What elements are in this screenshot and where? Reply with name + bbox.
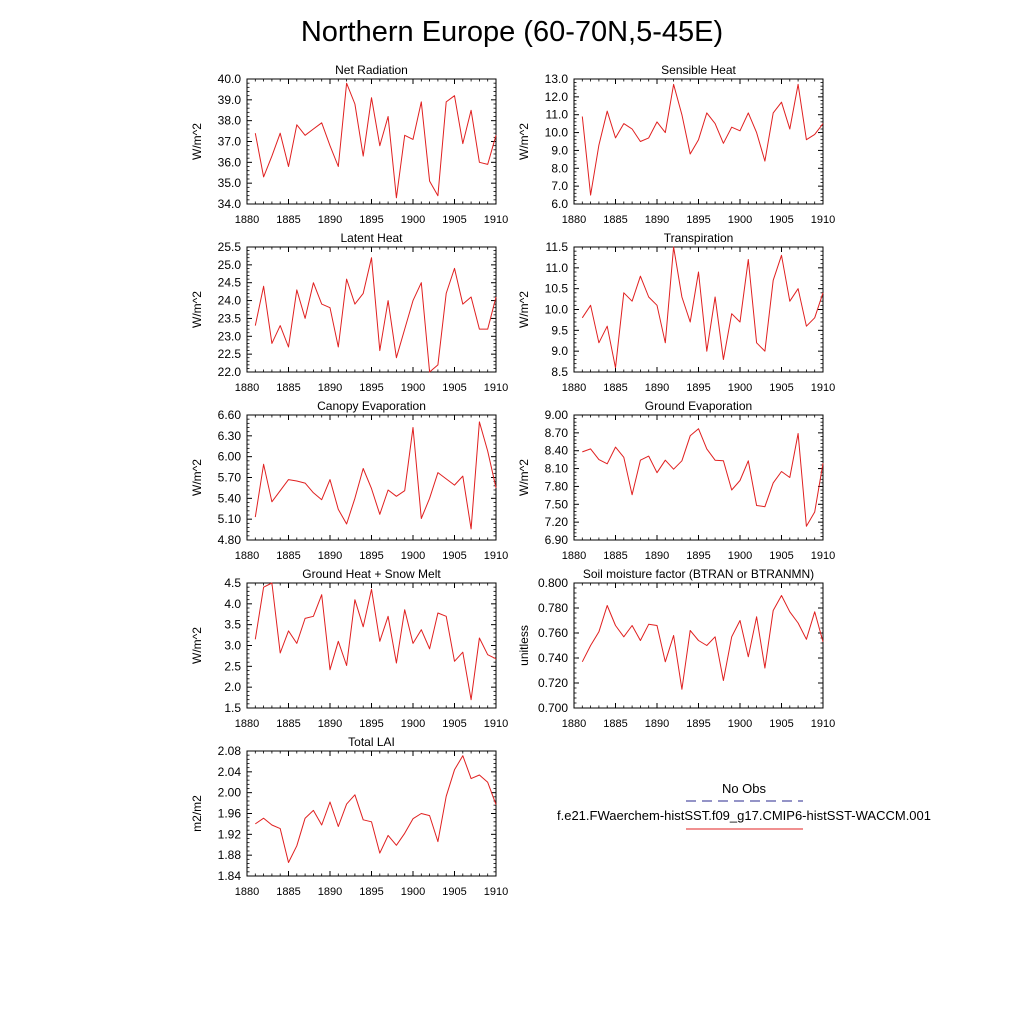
y-tick-label: 23.0 [217, 329, 241, 344]
x-tick-label: 1880 [561, 550, 587, 562]
y-tick-label: 40.0 [217, 72, 241, 86]
x-tick-label: 1885 [603, 214, 628, 226]
x-tick-label: 1890 [644, 214, 670, 226]
x-tick-label: 1905 [769, 214, 794, 226]
panel-title: Total LAI [348, 735, 395, 749]
y-tick-label: 1.84 [217, 869, 241, 883]
x-tick-label: 1880 [234, 718, 260, 730]
panel-title: Net Radiation [335, 63, 408, 77]
y-tick-label: 11.0 [545, 107, 568, 122]
y-tick-label: 3.0 [224, 638, 241, 653]
x-tick-label: 1910 [483, 550, 509, 562]
y-tick-label: 0.780 [537, 601, 568, 615]
panel-title: Soil moisture factor (BTRAN or BTRANMN) [582, 567, 815, 581]
x-tick-label: 1910 [810, 382, 836, 394]
y-tick-label: 6.0 [551, 197, 568, 211]
x-tick-label: 1900 [727, 214, 753, 226]
y-tick-label: 0.700 [537, 701, 568, 715]
x-tick-label: 1905 [769, 382, 794, 394]
y-tick-label: 9.0 [551, 143, 568, 158]
y-tick-label: 2.04 [217, 764, 241, 779]
y-tick-label: 11.5 [545, 240, 568, 254]
y-tick-label: 25.0 [217, 257, 241, 272]
x-tick-label: 1910 [810, 214, 836, 226]
x-tick-label: 1890 [317, 718, 343, 730]
panel-title: Latent Heat [340, 231, 403, 245]
x-tick-label: 1900 [727, 718, 753, 730]
y-axis-label: W/m^2 [190, 123, 204, 160]
x-tick-label: 1910 [483, 886, 509, 898]
y-tick-label: 1.5 [224, 701, 241, 715]
x-tick-label: 1900 [400, 214, 426, 226]
y-tick-label: 2.0 [224, 680, 241, 695]
x-tick-label: 1880 [234, 886, 260, 898]
y-tick-label: 12.0 [544, 89, 568, 104]
y-axis-label: W/m^2 [190, 627, 204, 664]
x-tick-label: 1910 [483, 214, 509, 226]
y-tick-label: 22.0 [217, 365, 241, 379]
x-tick-label: 1890 [317, 886, 343, 898]
x-tick-label: 1905 [442, 214, 467, 226]
x-tick-label: 1895 [686, 718, 711, 730]
y-tick-label: 25.5 [217, 240, 241, 254]
y-axis-label: W/m^2 [517, 459, 531, 496]
y-tick-label: 1.88 [217, 848, 241, 863]
y-tick-label: 39.0 [217, 92, 241, 107]
y-tick-label: 0.720 [537, 676, 568, 690]
y-tick-label: 2.08 [217, 744, 241, 758]
y-tick-label: 7.80 [544, 479, 568, 494]
x-tick-label: 1895 [359, 214, 384, 226]
x-tick-label: 1890 [644, 550, 670, 562]
x-tick-label: 1910 [810, 718, 836, 730]
y-tick-label: 0.800 [537, 576, 568, 590]
legend-model-label: f.e21.FWaerchem-histSST.f09_g17.CMIP6-histSST-WACCM.001 [557, 808, 931, 823]
x-tick-label: 1895 [359, 886, 384, 898]
y-tick-label: 9.0 [551, 344, 568, 359]
y-tick-label: 24.0 [217, 293, 241, 308]
panel-title: Sensible Heat [661, 63, 736, 77]
x-tick-label: 1890 [317, 550, 343, 562]
x-tick-label: 1880 [561, 214, 587, 226]
panel-title: Ground Evaporation [644, 399, 753, 413]
y-tick-label: 24.5 [217, 275, 241, 290]
y-axis-label: W/m^2 [517, 123, 531, 160]
x-tick-label: 1895 [686, 214, 711, 226]
y-tick-label: 10.0 [544, 125, 568, 140]
x-tick-label: 1880 [561, 382, 587, 394]
y-tick-label: 37.0 [217, 134, 241, 149]
x-tick-label: 1895 [359, 382, 384, 394]
y-tick-label: 1.92 [217, 827, 241, 842]
y-tick-label: 11.0 [545, 260, 568, 275]
y-tick-label: 1.96 [217, 806, 241, 821]
y-tick-label: 35.0 [217, 176, 241, 191]
x-tick-label: 1890 [644, 382, 670, 394]
x-tick-label: 1905 [442, 550, 467, 562]
x-tick-label: 1895 [359, 550, 384, 562]
x-tick-label: 1885 [603, 382, 628, 394]
y-tick-label: 6.30 [217, 428, 241, 443]
x-tick-label: 1895 [686, 382, 711, 394]
x-tick-label: 1905 [442, 718, 467, 730]
y-tick-label: 2.5 [224, 659, 241, 674]
panel-title: Transpiration [663, 231, 734, 245]
y-tick-label: 6.00 [217, 449, 241, 464]
y-tick-label: 10.5 [544, 281, 568, 296]
y-tick-label: 5.70 [217, 470, 241, 485]
y-tick-label: 6.90 [544, 533, 568, 547]
y-tick-label: 4.5 [224, 576, 241, 590]
y-tick-label: 3.5 [224, 617, 241, 632]
y-tick-label: 8.40 [544, 443, 568, 458]
y-tick-label: 8.10 [544, 461, 568, 476]
y-tick-label: 8.0 [551, 161, 568, 176]
panel-title: Canopy Evaporation [317, 399, 426, 413]
y-tick-label: 5.40 [217, 491, 241, 506]
x-tick-label: 1890 [317, 214, 343, 226]
y-tick-label: 6.60 [217, 408, 241, 422]
legend-obs-label: No Obs [721, 781, 767, 796]
x-tick-label: 1880 [561, 718, 587, 730]
x-tick-label: 1900 [400, 550, 426, 562]
x-tick-label: 1885 [276, 886, 301, 898]
y-tick-label: 0.740 [537, 651, 568, 665]
y-tick-label: 23.5 [217, 311, 241, 326]
x-tick-label: 1910 [483, 382, 509, 394]
figure-title: Northern Europe (60-70N,5-45E) [300, 16, 724, 48]
x-tick-label: 1900 [400, 718, 426, 730]
y-tick-label: 4.0 [224, 596, 241, 611]
y-tick-label: 5.10 [217, 512, 241, 527]
x-tick-label: 1890 [644, 718, 670, 730]
x-tick-label: 1900 [400, 886, 426, 898]
x-tick-label: 1885 [603, 550, 628, 562]
y-axis-label: m2/m2 [190, 795, 204, 832]
x-tick-label: 1880 [234, 550, 260, 562]
x-tick-label: 1905 [769, 718, 794, 730]
y-tick-label: 13.0 [544, 72, 568, 86]
x-tick-label: 1885 [276, 382, 301, 394]
y-tick-label: 9.00 [544, 408, 568, 422]
x-tick-label: 1885 [276, 718, 301, 730]
x-tick-label: 1885 [276, 214, 301, 226]
x-tick-label: 1890 [317, 382, 343, 394]
x-tick-label: 1885 [603, 718, 628, 730]
y-tick-label: 7.50 [544, 497, 568, 512]
y-tick-label: 8.5 [551, 365, 568, 379]
panel-title: Ground Heat + Snow Melt [302, 567, 441, 581]
y-tick-label: 10.0 [544, 302, 568, 317]
y-tick-label: 4.80 [217, 533, 241, 547]
x-tick-label: 1900 [400, 382, 426, 394]
y-axis-label: W/m^2 [517, 291, 531, 328]
y-tick-label: 8.70 [544, 425, 568, 440]
x-tick-label: 1905 [442, 886, 467, 898]
y-axis-label: unitless [517, 625, 531, 666]
x-tick-label: 1885 [276, 550, 301, 562]
x-tick-label: 1900 [727, 550, 753, 562]
x-tick-label: 1895 [686, 550, 711, 562]
y-tick-label: 0.760 [537, 626, 568, 640]
y-axis-label: W/m^2 [190, 291, 204, 328]
x-tick-label: 1880 [234, 214, 260, 226]
y-tick-label: 7.0 [551, 179, 568, 194]
x-tick-label: 1910 [810, 550, 836, 562]
y-tick-label: 9.5 [551, 323, 568, 338]
y-tick-label: 7.20 [544, 515, 568, 530]
y-axis-label: W/m^2 [190, 459, 204, 496]
x-tick-label: 1895 [359, 718, 384, 730]
x-tick-label: 1910 [483, 718, 509, 730]
y-tick-label: 22.5 [217, 347, 241, 362]
y-tick-label: 34.0 [217, 197, 241, 211]
y-tick-label: 38.0 [217, 113, 241, 128]
x-tick-label: 1905 [769, 550, 794, 562]
x-tick-label: 1905 [442, 382, 467, 394]
x-tick-label: 1900 [727, 382, 753, 394]
x-tick-label: 1880 [234, 382, 260, 394]
y-tick-label: 2.00 [217, 785, 241, 800]
y-tick-label: 36.0 [217, 155, 241, 170]
